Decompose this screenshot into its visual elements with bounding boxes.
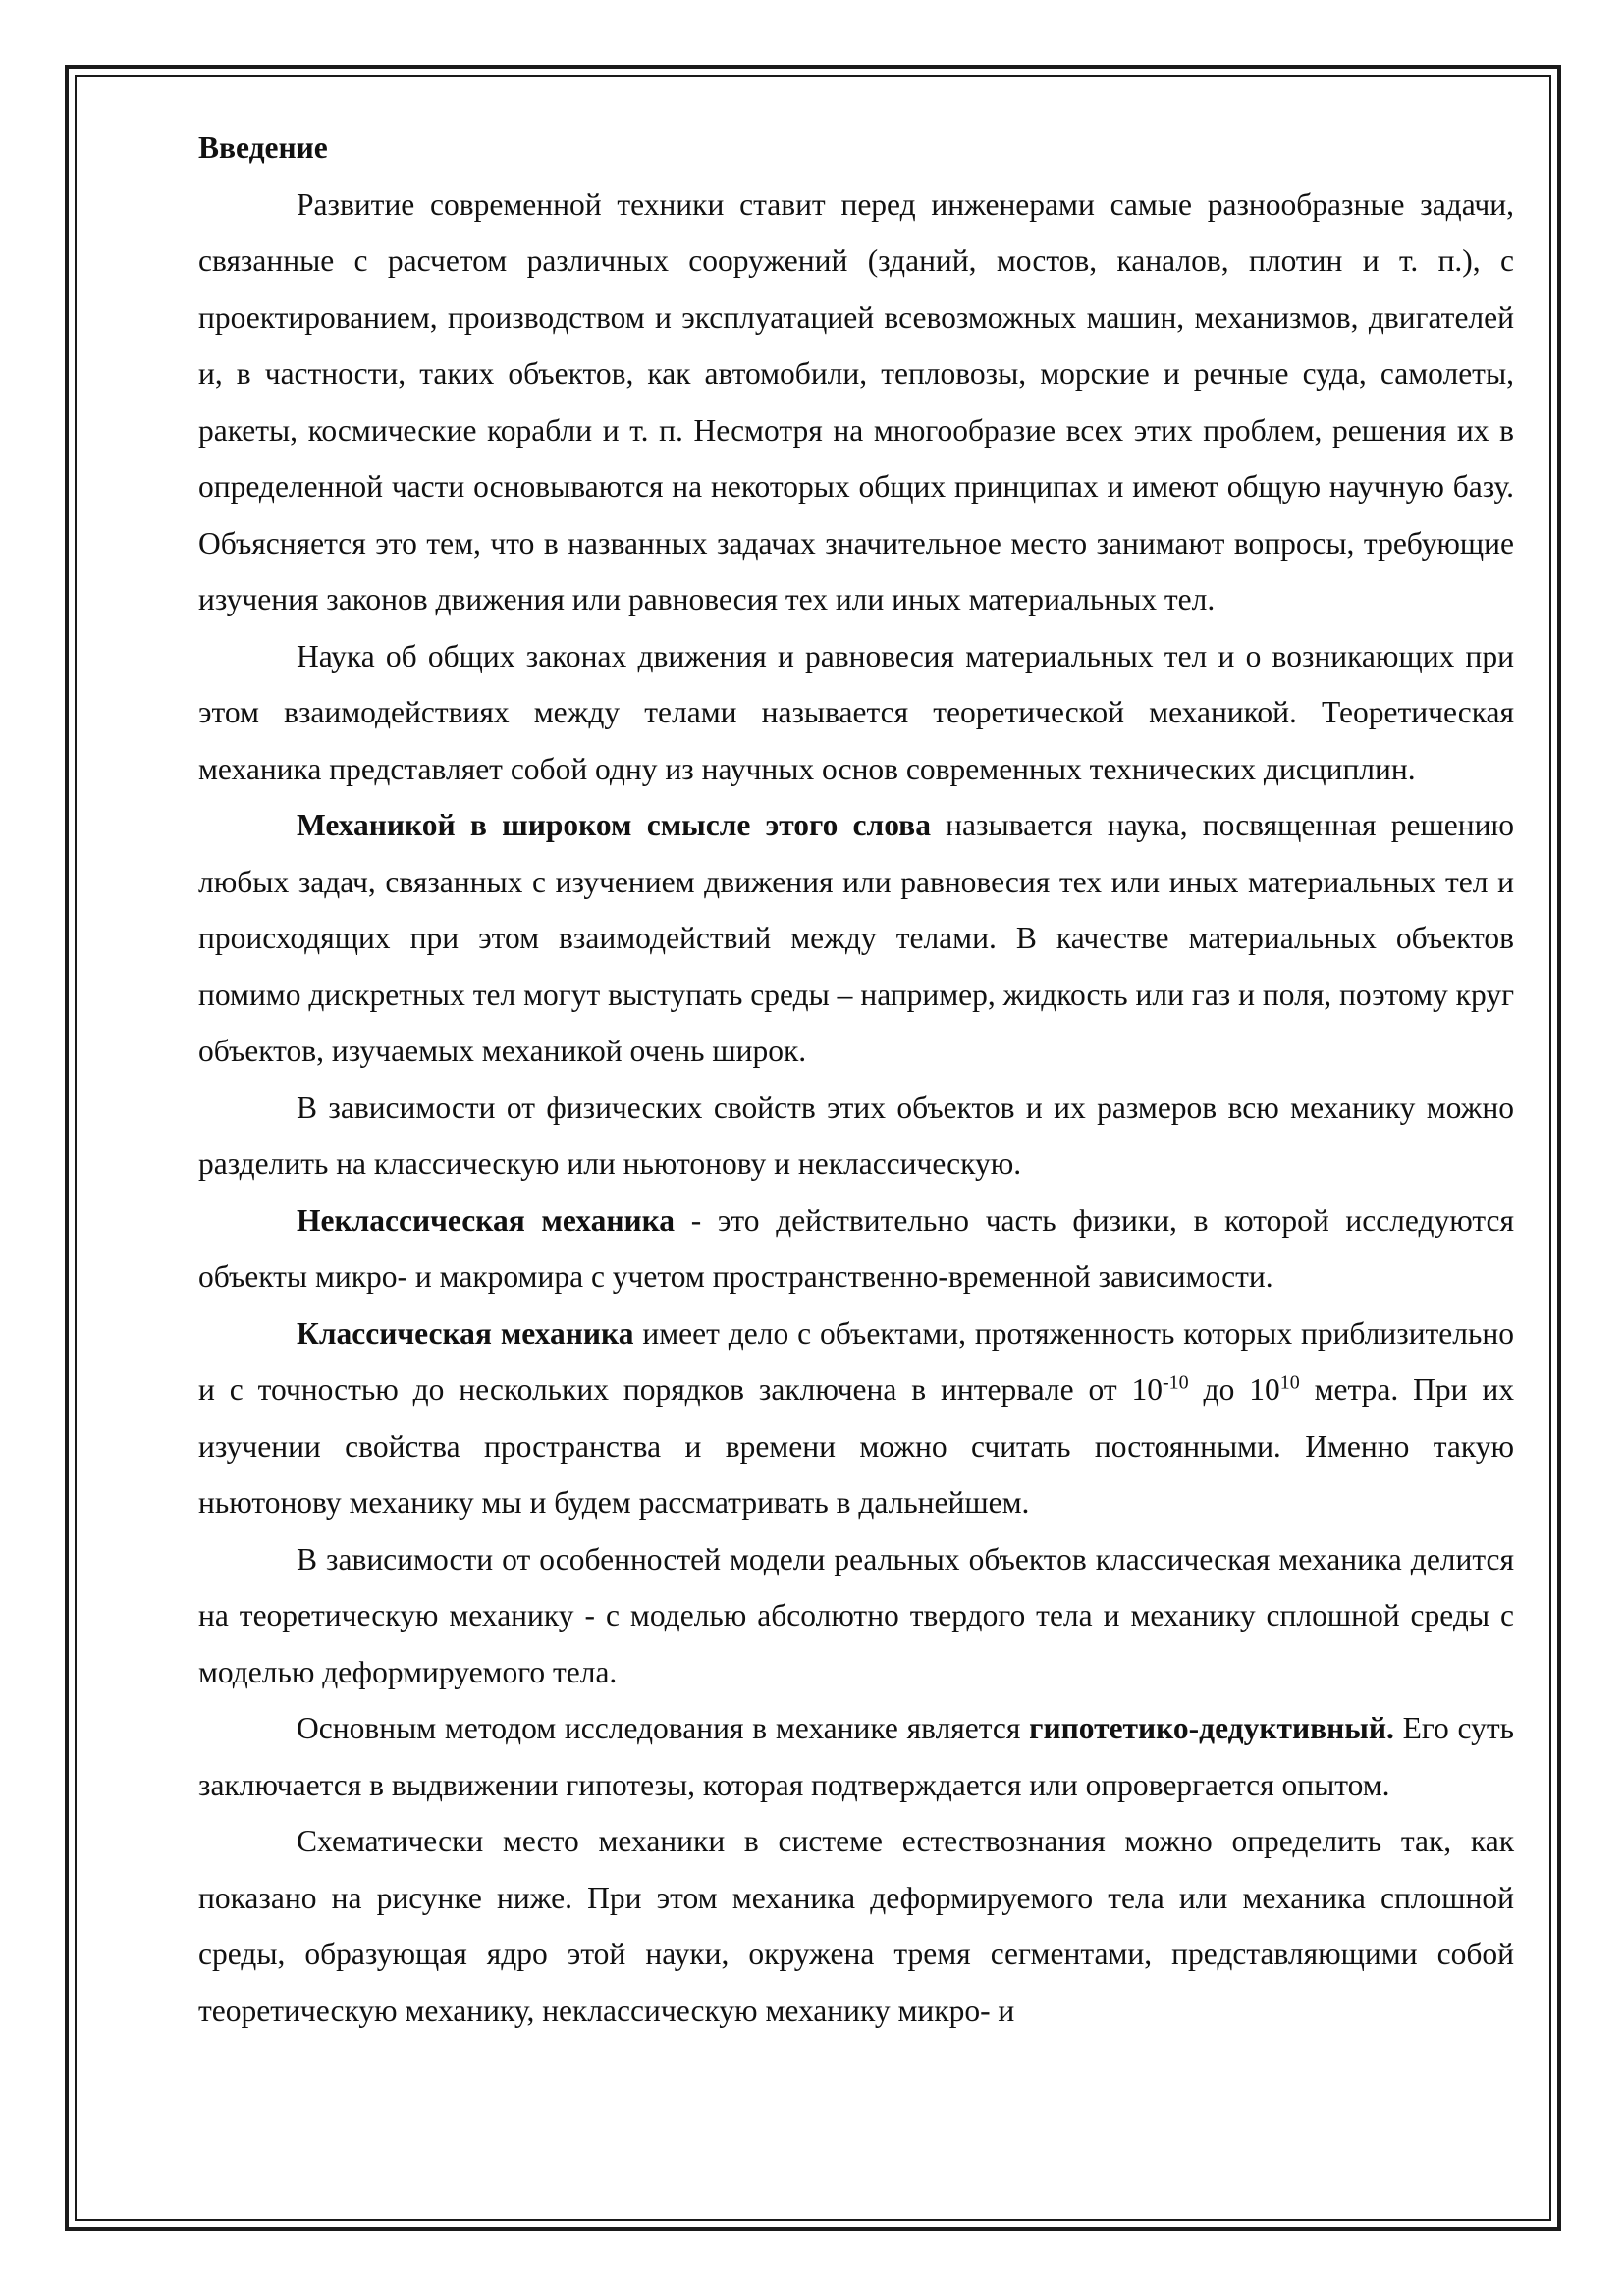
term-nonclassical-mechanics: Неклассическая механика xyxy=(297,1202,676,1238)
paragraph-8-text-a: Основным методом исследования в механике является xyxy=(297,1711,1030,1745)
paragraph-3 xyxy=(198,797,1514,1080)
exponent-10: 10 xyxy=(1279,1371,1300,1394)
document-body xyxy=(198,120,1514,2039)
paragraph-8-text-b: Его суть заключается в выдвижении гипотезы, которая подтверждается или опровергается опытом. xyxy=(198,1711,1514,1802)
paragraph-6 xyxy=(198,1306,1514,1531)
paragraph-6-text-b: до 10 xyxy=(1188,1372,1280,1407)
term-mechanics-broad: Механикой в широком смысле этого слова xyxy=(297,808,931,842)
paragraph-6-text-a: имеет дело с объектами, протяженность которых приблизительно и с точностью до нескольких порядков заключена в интервале от 10 xyxy=(198,1315,1514,1407)
paragraph-2: Наука об общих законах движения и равновесия материальных тел и о возникающих при этом взаимодействиях между телами называется теоретической механикой. Теоретическая механика представляет собой одну из научных основ современных технических дисциплин. xyxy=(198,638,1514,786)
paragraph-6-text-c: метра. При их изучении свойства пространства и времени можно считать постоянными. Именно такую ньютонову механику мы и будем рассматривать в дальнейшем. xyxy=(198,1372,1515,1520)
exponent-minus-10: -10 xyxy=(1163,1371,1189,1394)
paragraph-5 xyxy=(198,1193,1514,1306)
paragraph-7: В зависимости от особенностей модели реальных объектов классическая механика делится на теоретическую механику - с моделью абсолютно твердого тела и механику сплошной среды с моделью деформируемого тела. xyxy=(198,1541,1514,1689)
paragraph-4: В зависимости от физических свойств этих объектов и их размеров всю механику можно разделить на классическую или ньютонову и неклассическую. xyxy=(198,1090,1514,1181)
section-heading: Введение xyxy=(198,131,328,165)
term-hypothetico-deductive: гипотетико-дедуктивный. xyxy=(1029,1711,1394,1745)
paragraph-1: Развитие современной техники ставит перед инженерами самые разнообразные задачи, связанные с расчетом различных сооружений (зданий, мостов, каналов, плотин и т. п.), с проектированием, производством и эксплуатацией всевозможных машин, механизмов, двигателей и, в частности, таких объектов, как автомобили, тепловозы, морские и речные суда, самолеты, ракеты, космические корабли и т. п. Несмотря на многообразие всех этих проблем, решения их в определенной части основываются на некоторых общих принципах и имеют общую научную базу. Объясняется это тем, что в названных задачах значительное место занимают вопросы, требующие изучения законов движения или равновесия тех или иных материальных тел. xyxy=(198,187,1514,616)
paragraph-9: Схематически место механики в системе естествознания можно определить так, как показано на рисунке ниже. При этом механика деформируемого тела или механика сплошной среды, образующая ядро этой науки, окружена тремя сегментами, представляющими собой теоретическую механику, неклассическую механику микро- и xyxy=(198,1824,1514,2028)
paragraph-3-text: называется наука, посвященная решению любых задач, связанных с изучением движения или равновесия тех или иных материальных тел и происходящих при этом взаимодействий между телами. В качестве материальных объектов помимо дискретных тел могут выступать среды – например, жидкость или газ и поля, поэтому круг объектов, изучаемых механикой очень широк. xyxy=(198,808,1514,1068)
paragraph-5-text: - это действительно часть физики, в которой исследуются объекты микро- и макромира с учетом пространственно-временной зависимости. xyxy=(198,1202,1514,1294)
paragraph-8 xyxy=(198,1700,1514,1813)
term-classical-mechanics: Классическая механика xyxy=(297,1315,634,1351)
